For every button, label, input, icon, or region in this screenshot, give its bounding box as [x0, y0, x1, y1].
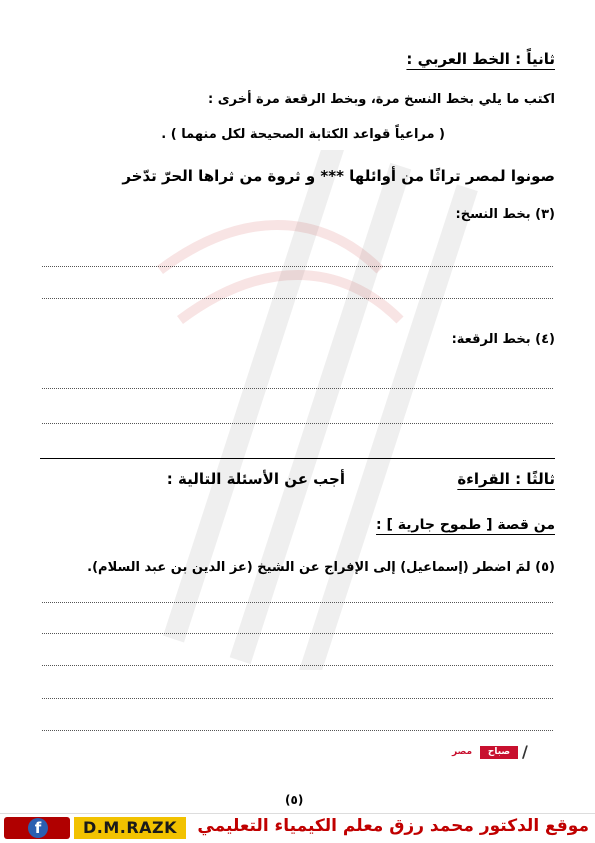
answer-line[interactable] — [42, 388, 553, 389]
badge-slash-icon: / — [522, 742, 528, 761]
answer-line[interactable] — [42, 423, 553, 424]
answer-line[interactable] — [42, 298, 553, 299]
answer-line[interactable] — [42, 730, 553, 731]
page-number: (٥) — [285, 793, 304, 807]
section3-subtitle: أجب عن الأسئلة التالية : — [166, 470, 345, 488]
answer-line[interactable] — [42, 266, 553, 267]
question-5: (٥) لمَ اضطر (إسماعيل) إلى الإفراج عن الشيخ (عز الدين بن عبد السلام). — [87, 560, 555, 575]
section2-title: ثانياً : الخط العربي : — [406, 50, 555, 68]
story-title: من قصة [ طموح جارية ] : — [376, 517, 555, 533]
answer-line[interactable] — [42, 602, 553, 603]
facebook-icon[interactable]: f — [28, 818, 48, 838]
footer-site-text[interactable]: موقع الدكتور محمد رزق معلم الكيمياء التعليمي — [197, 816, 589, 836]
watermark-logo — [120, 150, 500, 670]
question-3-label: (٣) بخط النسخ: — [455, 207, 555, 222]
question-4-label: (٤) بخط الرقعة: — [451, 332, 555, 347]
answer-line[interactable] — [42, 633, 553, 634]
footer-logo[interactable]: D.M.RAZK — [74, 817, 186, 839]
answer-line[interactable] — [42, 698, 553, 699]
badge-country: مصر — [452, 747, 473, 757]
answer-line[interactable] — [42, 665, 553, 666]
badge-brand: صباح — [480, 746, 518, 759]
section3-title: ثالثًا : القراءة — [457, 470, 555, 488]
footer-banner — [0, 813, 595, 843]
poem-sentence: صونوا لمصر تراثًا من أوائلها *** و ثروة من ثراها الحرّ تدّخر — [122, 167, 555, 185]
section-divider — [40, 458, 555, 459]
facebook-badge[interactable] — [4, 817, 70, 839]
section2-instruction: اكتب ما يلي بخط النسخ مرة، وبخط الرقعة مرة أخرى : — [207, 92, 555, 107]
section2-note: ( مراعياً قواعد الكتابة الصحيحة لكل منهما ) . — [161, 127, 445, 142]
